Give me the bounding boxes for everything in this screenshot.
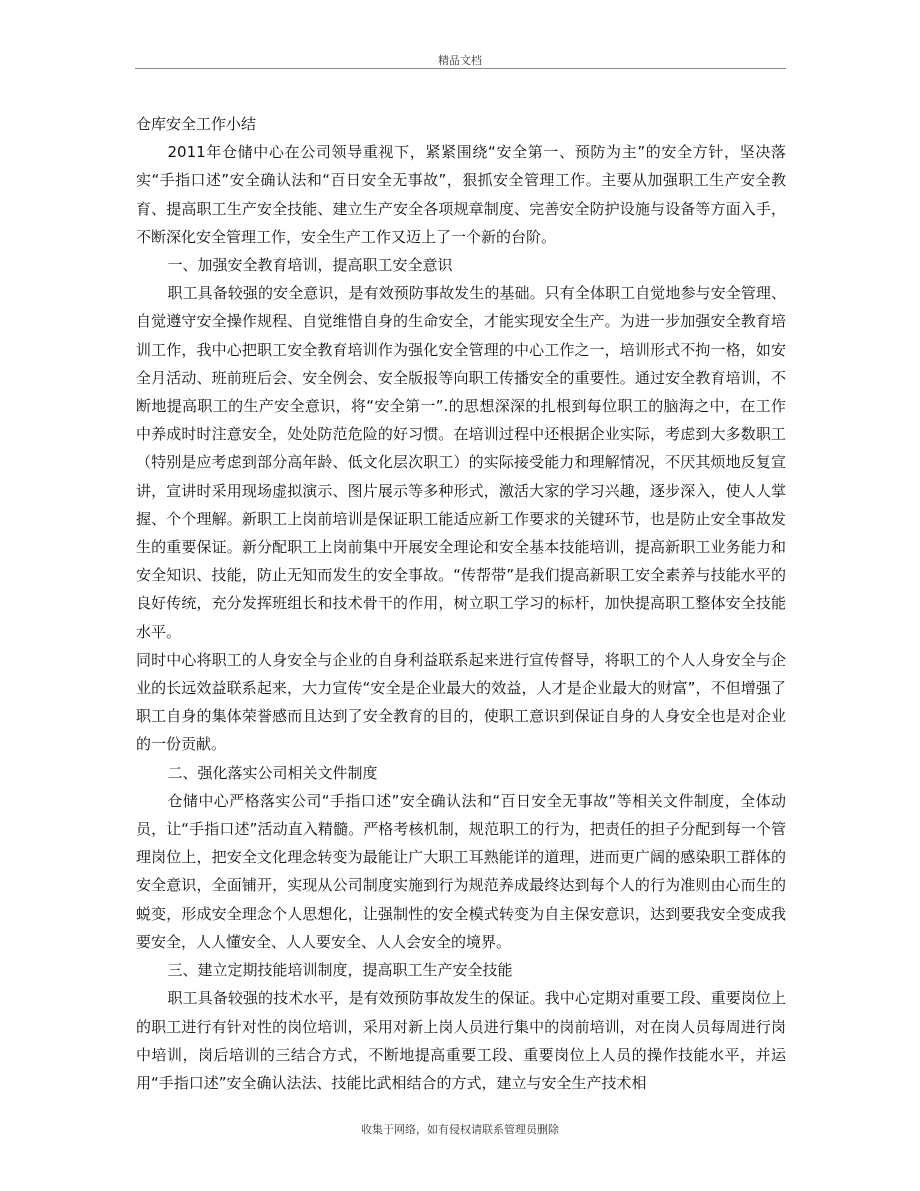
intro-paragraph: 2011年仓储中心在公司领导重视下，紧紧围绕“安全第一、预防为主”的安全方针，坚决落实“手指口述”安全确认法和“百日安全无事故”，狠抓安全管理工作。主要从加强职工生产安全教育、提高职工生产安全技能、建立生产安全各项规章制度、完善安全防护设施与设备等方面入手，不断深化安全管理工作，安全生产工作又迈上了一个新的台阶。 (136, 143, 786, 246)
section-1-paragraph: 职工具备较强的安全意识，是有效预防事故发生的基础。只有全体职工自觉地参与安全管理、自觉遵守安全操作规程、自觉维惜自身的生命安全，才能实现安全生产。为进一步加强安全教育培训工作，我中心把职工安全教育培训作为强化安全管理的中心工作之一，培训形式不拘一格，如安全月活动、班前班后会、安全例会、安全版报等向职工传播安全的重要性。通过安全教育培训，不断地提高职工的生产安全意识，将“安全第一”.的思想深深的扎根到每位职工的脑海之中，在工作中养成时时注意安全，处处防范危险的好习惯。在培训过程中还根据企业实际，考虑到大多数职工（特别是应考虑到部分高年龄、低文化层次职工）的实际接受能力和理解情况，不厌其烦地反复宣讲，宣讲时采用现场虚拟演示、图片展示等多种形式，激活大家的学习兴趣，逐步深入，使人人掌握、个个理解。新职工上岗前培训是保证职工能适应新工作要求的关键环节，也是防止安全事故发生的重要保证。新分配职工上岗前集中开展安全理论和安全基本技能培训，提高新职工业务能力和安全知识、技能，防止无知而发生的安全事故。“传帮带”是我们提高新职工安全素养与技能水平的良好传统，充分发挥班组长和技术骨干的作用，树立职工学习的标杆，加快提高职工整体安全技能水平。 (136, 284, 786, 641)
section-heading-1: 一、加强安全教育培训，提高职工安全意识 (167, 256, 453, 275)
header-divider (135, 68, 786, 69)
section-3-paragraph: 职工具备较强的技术水平，是有效预防事故发生的保证。我中心定期对重要工段、重要岗位上的职工进行有针对性的岗位培训，采用对新上岗人员进行集中的岗前培训，对在岗人员每周进行岗中培训，岗后培训的三结合方式，不断地提高重要工段、重要岗位上人员的操作技能水平，并运用“手指口述”安全确认法法、技能比武相结合的方式，建立与安全生产技术相 (136, 989, 786, 1092)
document-title: 仓库安全工作小结 (136, 115, 257, 133)
page-footer: 收集于网络，如有侵权请联系管理员删除 (361, 1123, 559, 1136)
section-heading-2: 二、强化落实公司相关文件制度 (167, 763, 378, 782)
section-2-paragraph: 仓储中心严格落实公司“手指口述”安全确认法和“百日安全无事故”等相关文件制度，全体动员，让“手指口述”活动直入精髓。严格考核机制，规范职工的行为，把责任的担子分配到每一个管理岗位上，把安全文化理念转变为最能让广大职工耳熟能详的道理，进而更广阔的感染职工群体的安全意识，全面铺开，实现从公司制度实施到行为规范养成最终达到每个人的行为准则由心而生的蜕变，形成安全理念个人思想化，让强制性的安全模式转变为自主保安意识，达到要我安全变成我要安全，人人懂安全、人人要安全、人人会安全的境界。 (136, 791, 786, 951)
section-1-paragraph-continued: 同时中心将职工的人身安全与企业的自身利益联系起来进行宣传督导，将职工的个人人身安全与企业的长远效益联系起来，大力宣传“安全是企业最大的效益，人才是企业最大的财富”，不但增强了职工自身的集体荣誉感而且达到了安全教育的目的，使职工意识到保证自身的人身安全也是对企业的一份贡献。 (136, 650, 786, 754)
document-body (136, 110, 786, 1097)
section-heading-3: 三、建立定期技能培训制度，提高职工生产安全技能 (167, 961, 513, 980)
page-header: 精品文档 (438, 54, 482, 67)
